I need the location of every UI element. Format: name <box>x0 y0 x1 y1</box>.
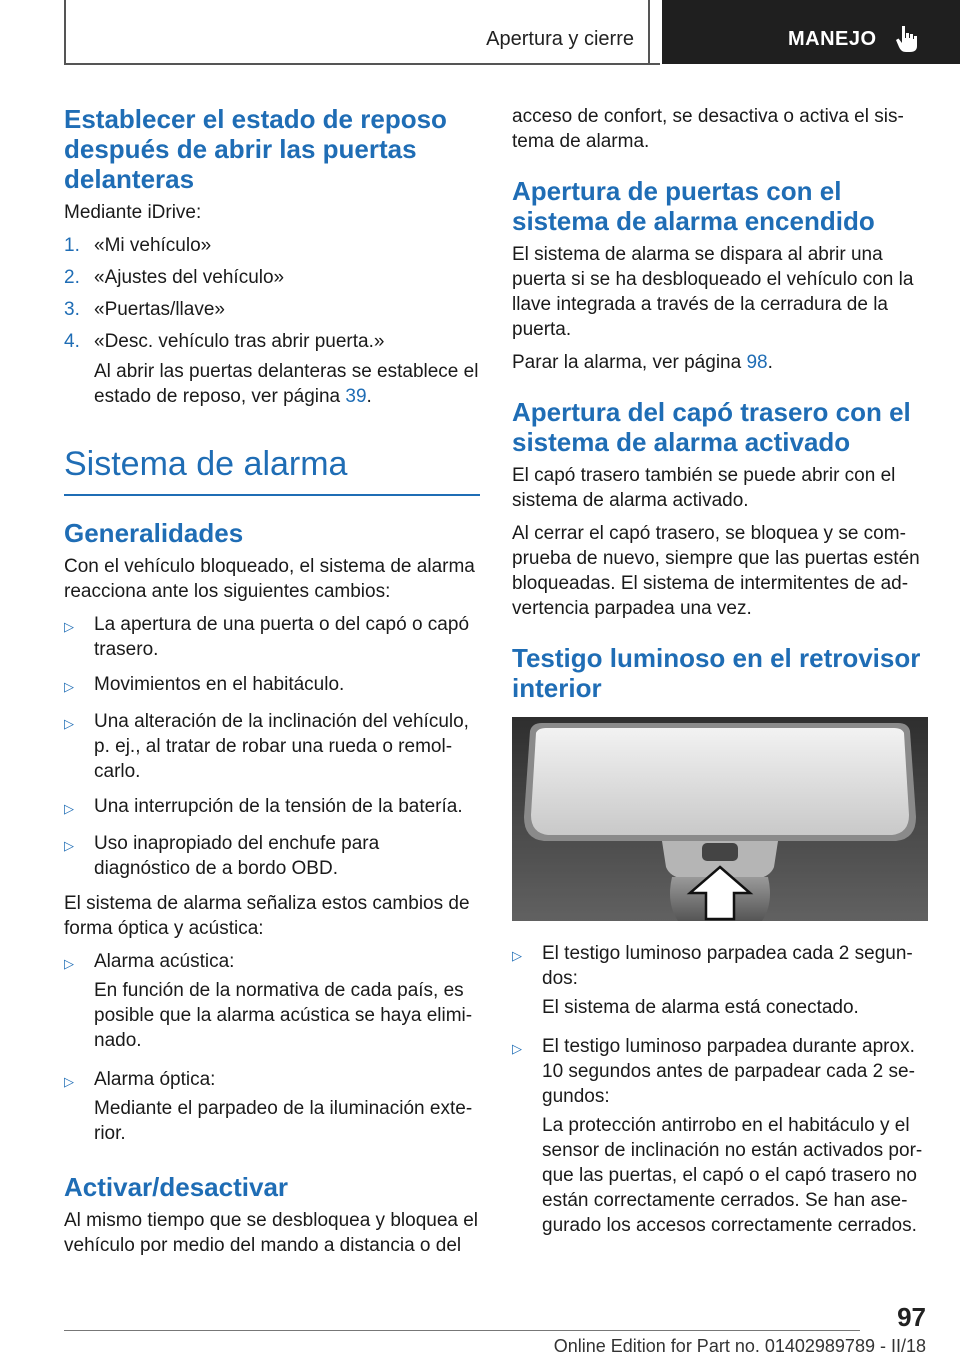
step-item <box>64 329 480 414</box>
list-item-block <box>542 1034 928 1242</box>
step-note <box>94 359 480 409</box>
list-item <box>64 794 480 821</box>
list-item-body: Mediante el parpadeo de la iluminación exterior. <box>94 1098 473 1144</box>
right-column <box>512 100 928 1252</box>
step-item <box>64 265 480 290</box>
list-item <box>64 709 480 784</box>
list-item-head: El testigo luminoso parpadea durante aprox. 10 segundos antes de parpadear cada 2 segundos: <box>542 1036 915 1107</box>
list-item-body: El sistema de alarma está conectado. <box>542 997 859 1018</box>
list-item-head: El testigo luminoso parpadea cada 2 segundos: <box>542 943 913 989</box>
heading-sistema-alarma: Sistema de alarma <box>64 444 480 496</box>
parar-alarma-end: . <box>767 352 773 373</box>
heading-apertura-puertas: Apertura de puertas con el sistema de alarma encendido <box>512 176 875 236</box>
list-item-head: Alarma acústica: <box>94 951 235 972</box>
bullet-triangle-icon: ▷ <box>64 716 74 731</box>
header-left-rule <box>64 0 66 64</box>
apertura-capo-text-1: El capó trasero también se puede abrir con el sistema de alarma activado. <box>512 465 896 511</box>
bullet-triangle-icon: ▷ <box>64 956 74 971</box>
step-number: 3. <box>64 299 80 320</box>
footer-rule <box>64 1330 860 1331</box>
bullet-triangle-icon: ▷ <box>64 679 74 694</box>
list-item-block <box>542 941 928 1024</box>
step-number: 1. <box>64 235 80 256</box>
list-item-text: Uso inapropiado del enchufe para diagnóstico de a bordo OBD. <box>94 833 380 879</box>
header-divider <box>648 0 650 64</box>
list-item-block <box>94 1067 480 1150</box>
chapter-label: MANEJO <box>788 28 877 50</box>
list-item-text: La apertura de una puerta o del capó o capó trasero. <box>94 614 470 660</box>
heading-activar-desactivar: Activar/desactivar <box>64 1172 289 1202</box>
list-item <box>64 1067 480 1150</box>
generalidades-intro: Con el vehículo bloqueado, el sistema de alarma reacciona ante los siguientes cambios: <box>64 556 475 602</box>
step-text: «Ajustes del vehículo» <box>94 267 285 288</box>
hand-pointer-icon <box>894 24 922 54</box>
list-item <box>64 672 480 699</box>
left-column <box>64 100 480 1266</box>
list-item <box>64 612 480 662</box>
step-item <box>64 233 480 258</box>
list-item-body: En función de la normativa de cada país, es posible que la alarma acústica se haya eliminado. <box>94 980 473 1051</box>
page-number: 97 <box>897 1302 926 1332</box>
note-text: Al abrir las puertas delanteras se establece el estado de reposo, ver página <box>94 361 479 407</box>
parar-alarma-label: Parar la alarma, ver página <box>512 352 747 373</box>
bullet-triangle-icon: ▷ <box>64 1074 74 1089</box>
list-item-text: Movimientos en el habitáculo. <box>94 674 345 695</box>
step-number: 4. <box>64 331 80 352</box>
list-item-block <box>94 949 480 1057</box>
header-chapter-tab <box>662 0 960 64</box>
mirror-drawing <box>512 717 928 921</box>
intro-idrive: Mediante iDrive: <box>64 202 202 223</box>
rearview-mirror-illustration <box>512 717 928 921</box>
note-end: . <box>366 386 372 407</box>
bullet-triangle-icon: ▷ <box>512 1041 522 1056</box>
signal-intro: El sistema de alarma señaliza estos cambios de forma óptica y acústica: <box>64 893 470 939</box>
footer-edition: Online Edition for Part no. 01402989789 - II/18 <box>553 1336 926 1356</box>
list-item <box>64 831 480 881</box>
list-item <box>512 1034 928 1242</box>
parar-alarma-text <box>512 350 928 375</box>
step-text: «Mi vehículo» <box>94 235 212 256</box>
activar-text: Al mismo tiempo que se desbloquea y bloquea el vehículo por medio del mando a distancia o del <box>64 1210 479 1256</box>
bullet-triangle-icon: ▷ <box>64 838 74 853</box>
list-item-text: Una alteración de la inclinación del vehículo, p. ej., al tratar de robar una rueda o remolcarlo. <box>94 711 469 782</box>
changes-list <box>64 612 480 881</box>
step-text: «Desc. vehículo tras abrir puerta.» <box>94 331 385 352</box>
list-item <box>512 941 928 1024</box>
bullet-triangle-icon: ▷ <box>64 619 74 634</box>
apertura-capo-text-2: Al cerrar el capó trasero, se bloquea y se comprueba de nuevo, siempre que las puertas estén bloqueadas. El sistema de intermitentes de advertencia parpadea una vez. <box>512 523 920 619</box>
heading-apertura-capo: Apertura del capó trasero con el sistema de alarma activado <box>512 397 911 457</box>
bullet-triangle-icon: ▷ <box>512 948 522 963</box>
list-item-body: La protección antirrobo en el habitáculo y el sensor de inclinación no están activados porque las puertas, el capó o el capó trasero no están correctamente cerrados. Se han asegurado los accesos correctamente cerrados. <box>542 1115 923 1236</box>
step-number: 2. <box>64 267 80 288</box>
list-item <box>64 949 480 1057</box>
steps-list <box>64 233 480 414</box>
page-link-98[interactable]: 98 <box>746 352 768 373</box>
heading-generalidades: Generalidades <box>64 518 244 548</box>
alarm-types-list <box>64 949 480 1150</box>
list-item-text: Una interrupción de la tensión de la batería. <box>94 796 463 817</box>
list-item-head: Alarma óptica: <box>94 1069 216 1090</box>
bullet-triangle-icon: ▷ <box>64 801 74 816</box>
step-text: «Puertas/llave» <box>94 299 225 320</box>
warning-light-list <box>512 941 928 1242</box>
page-link-39[interactable]: 39 <box>345 386 367 407</box>
step-item <box>64 297 480 322</box>
header-bottom-rule <box>64 63 660 65</box>
step-text-block <box>94 329 480 414</box>
heading-establecer-reposo: Establecer el estado de reposo después de abrir las puertas delanteras <box>64 104 447 194</box>
apertura-puertas-text: El sistema de alarma se dispara al abrir una puerta si se ha desbloqueado el vehículo con la llave integrada a través de la cerradura de la puerta. <box>512 244 914 340</box>
heading-testigo-luminoso: Testigo luminoso en el retrovisor interior <box>512 643 921 703</box>
continued-text: acceso de confort, se desactiva o activa el sistema de alarma. <box>512 106 904 152</box>
header-section-title: Apertura y cierre <box>486 28 634 50</box>
